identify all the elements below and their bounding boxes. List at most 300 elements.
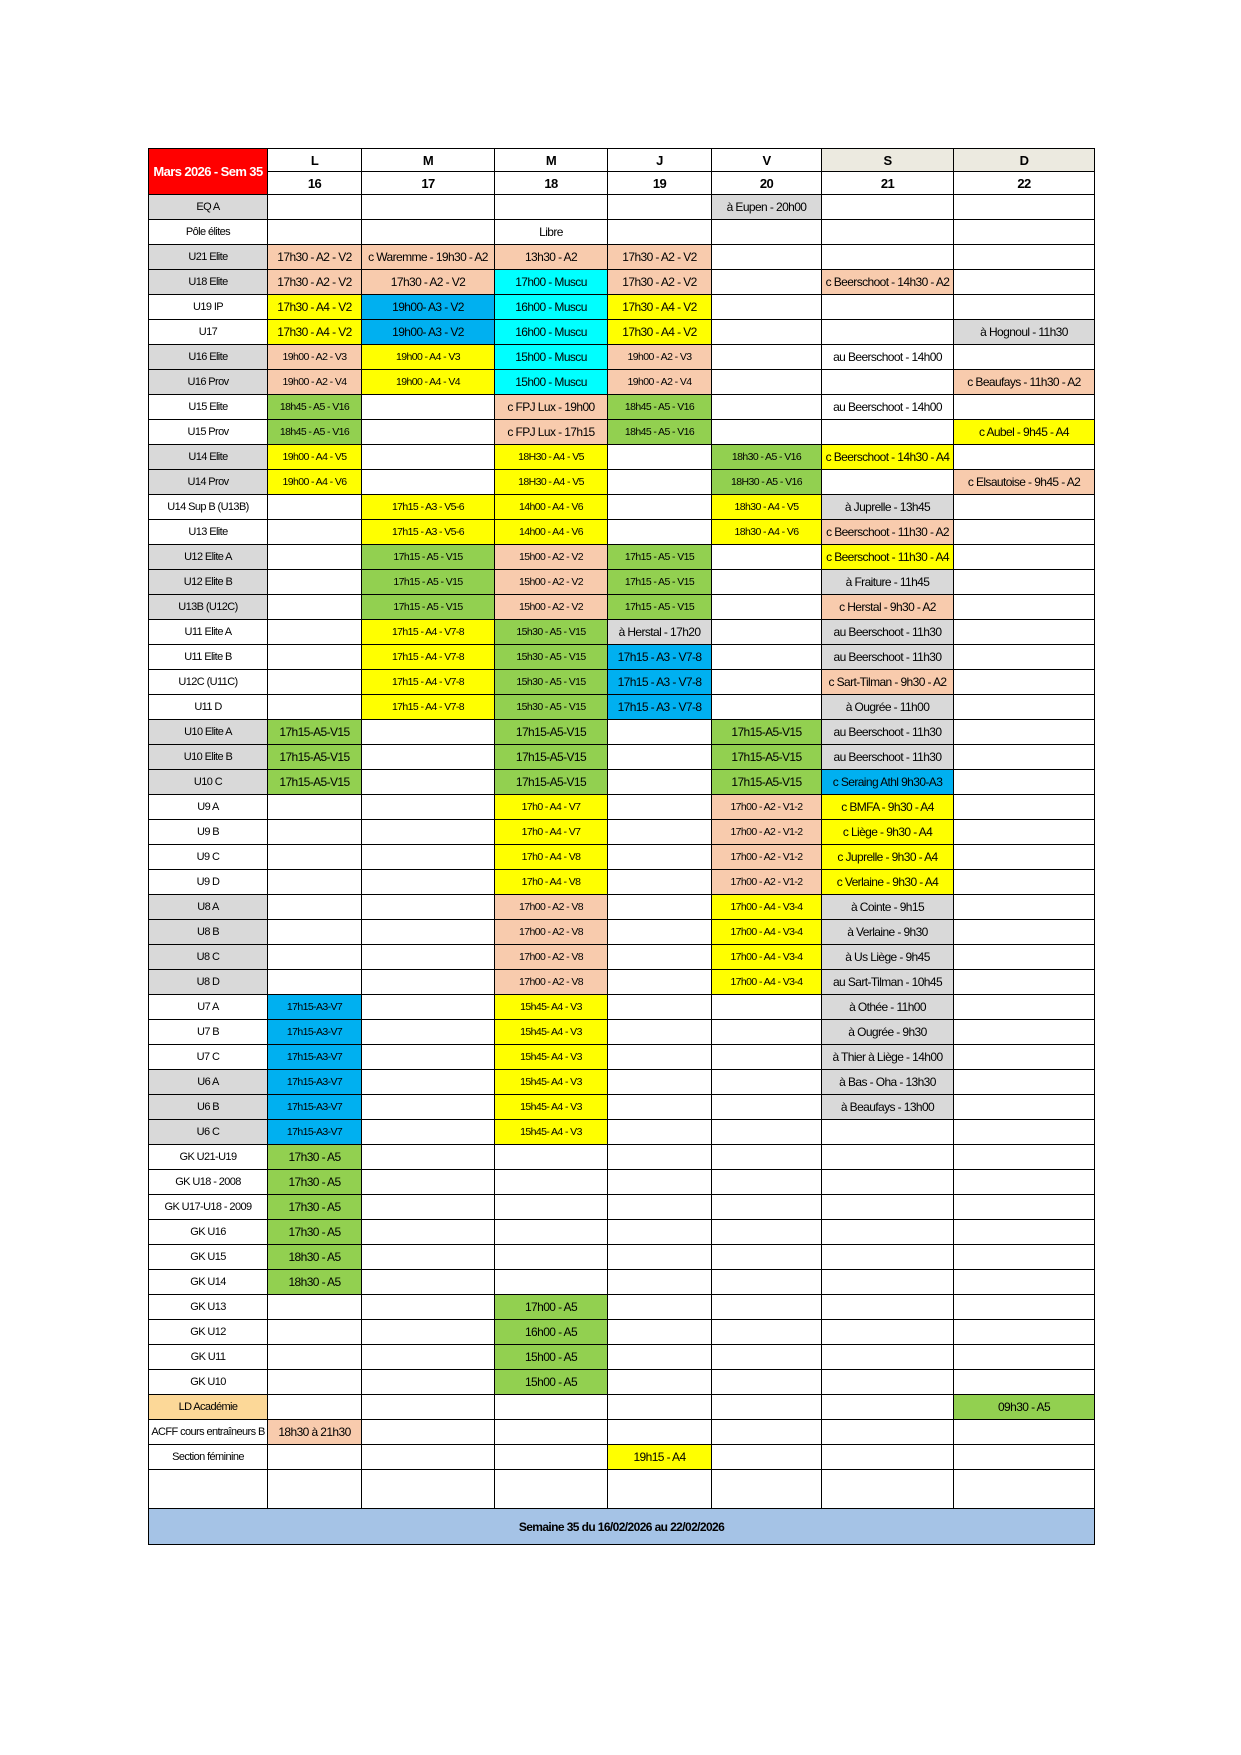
slot-wed: 17h0 - A4 - V7 bbox=[495, 820, 608, 845]
slot-wed bbox=[495, 1145, 608, 1170]
slot-sat: au Beerschoot - 11h30 bbox=[822, 720, 954, 745]
team-label: U9 A bbox=[149, 795, 268, 820]
slot-wed bbox=[495, 1270, 608, 1295]
slot-sun bbox=[954, 1170, 1095, 1195]
slot-sat: au Beerschoot - 14h00 bbox=[822, 395, 954, 420]
slot-thu: 17h30 - A4 - V2 bbox=[608, 295, 712, 320]
slot-sun bbox=[954, 270, 1095, 295]
slot-mon bbox=[268, 670, 362, 695]
slot-mon bbox=[268, 220, 362, 245]
schedule-row bbox=[149, 945, 1095, 970]
team-label: U11 Elite B bbox=[149, 645, 268, 670]
slot-wed: 17h15-A5-V15 bbox=[495, 770, 608, 795]
slot-mon: 17h15-A3-V7 bbox=[268, 1070, 362, 1095]
footer-row bbox=[149, 1509, 1095, 1545]
slot-thu bbox=[608, 1045, 712, 1070]
slot-mon: 17h30 - A5 bbox=[268, 1220, 362, 1245]
slot-thu bbox=[608, 520, 712, 545]
slot-tue bbox=[362, 1070, 495, 1095]
team-label: U14 Prov bbox=[149, 470, 268, 495]
slot-wed: 16h00 - Muscu bbox=[495, 320, 608, 345]
slot-fri bbox=[712, 1070, 822, 1095]
slot-thu bbox=[608, 1195, 712, 1220]
slot-thu bbox=[608, 720, 712, 745]
slot-mon bbox=[268, 695, 362, 720]
slot-tue: 19h00- A3 - V2 bbox=[362, 295, 495, 320]
team-label: U12 Elite A bbox=[149, 545, 268, 570]
slot-sat bbox=[822, 470, 954, 495]
slot-fri bbox=[712, 570, 822, 595]
slot-sat bbox=[822, 220, 954, 245]
slot-tue bbox=[362, 420, 495, 445]
team-label: Pôle élites bbox=[149, 220, 268, 245]
schedule-row bbox=[149, 995, 1095, 1020]
team-label: U8 C bbox=[149, 945, 268, 970]
slot-wed: 14h00 - A4 - V6 bbox=[495, 520, 608, 545]
schedule-row bbox=[149, 1370, 1095, 1395]
slot-thu: 17h15 - A5 - V15 bbox=[608, 570, 712, 595]
slot-sat bbox=[822, 1395, 954, 1420]
team-label: GK U17-U18 - 2009 bbox=[149, 1195, 268, 1220]
slot-sat: à Thier à Liège - 14h00 bbox=[822, 1045, 954, 1070]
slot-wed: 17h0 - A4 - V8 bbox=[495, 870, 608, 895]
slot-wed: 17h15-A5-V15 bbox=[495, 720, 608, 745]
slot-fri bbox=[712, 1320, 822, 1345]
schedule-row bbox=[149, 795, 1095, 820]
slot-tue bbox=[362, 970, 495, 995]
slot-sat: à Fraiture - 11h45 bbox=[822, 570, 954, 595]
slot-sun bbox=[954, 770, 1095, 795]
slot-sun: à Hognoul - 11h30 bbox=[954, 320, 1095, 345]
schedule-row bbox=[149, 1120, 1095, 1145]
schedule-row bbox=[149, 495, 1095, 520]
slot-thu: 17h15 - A3 - V7-8 bbox=[608, 645, 712, 670]
slot-tue bbox=[362, 1095, 495, 1120]
slot-sat: à Beaufays - 13h00 bbox=[822, 1095, 954, 1120]
day-number-sun: 22 bbox=[954, 172, 1095, 195]
slot-fri: 17h00 - A4 - V3-4 bbox=[712, 895, 822, 920]
team-label: U16 Elite bbox=[149, 345, 268, 370]
slot-sat: à Us Liège - 9h45 bbox=[822, 945, 954, 970]
team-label: U18 Elite bbox=[149, 270, 268, 295]
slot-sat: au Sart-Tilman - 10h45 bbox=[822, 970, 954, 995]
slot-sun bbox=[954, 1070, 1095, 1095]
slot-tue bbox=[362, 1120, 495, 1145]
slot-mon: 18h30 - A5 bbox=[268, 1245, 362, 1270]
slot-mon: 17h30 - A4 - V2 bbox=[268, 295, 362, 320]
day-number-fri: 20 bbox=[712, 172, 822, 195]
slot-fri bbox=[712, 1295, 822, 1320]
slot-sun bbox=[954, 295, 1095, 320]
slot-fri bbox=[712, 1020, 822, 1045]
slot-thu bbox=[608, 795, 712, 820]
slot-wed: 15h30 - A5 - V15 bbox=[495, 645, 608, 670]
empty-cell bbox=[822, 1470, 954, 1509]
slot-mon bbox=[268, 795, 362, 820]
slot-tue bbox=[362, 1320, 495, 1345]
schedule-row bbox=[149, 1145, 1095, 1170]
slot-fri bbox=[712, 295, 822, 320]
team-label: GK U14 bbox=[149, 1270, 268, 1295]
slot-thu bbox=[608, 845, 712, 870]
schedule-row bbox=[149, 1070, 1095, 1095]
slot-fri bbox=[712, 620, 822, 645]
slot-fri bbox=[712, 1445, 822, 1470]
empty-cell bbox=[495, 1470, 608, 1509]
slot-sun bbox=[954, 1270, 1095, 1295]
slot-sun bbox=[954, 970, 1095, 995]
slot-wed: 15h00 - A2 - V2 bbox=[495, 595, 608, 620]
slot-sun bbox=[954, 945, 1095, 970]
slot-sun bbox=[954, 1120, 1095, 1145]
slot-tue bbox=[362, 1295, 495, 1320]
slot-sun bbox=[954, 695, 1095, 720]
spacer-row bbox=[149, 1470, 1095, 1509]
slot-wed bbox=[495, 1420, 608, 1445]
slot-fri bbox=[712, 1395, 822, 1420]
slot-mon bbox=[268, 1295, 362, 1320]
slot-wed: 17h00 - A2 - V8 bbox=[495, 920, 608, 945]
slot-tue bbox=[362, 720, 495, 745]
slot-sun bbox=[954, 345, 1095, 370]
slot-sun bbox=[954, 220, 1095, 245]
slot-fri bbox=[712, 645, 822, 670]
team-label: U7 C bbox=[149, 1045, 268, 1070]
slot-fri: 18h30 - A5 - V16 bbox=[712, 445, 822, 470]
slot-sat bbox=[822, 1370, 954, 1395]
slot-wed: 15h45- A4 - V3 bbox=[495, 1095, 608, 1120]
slot-wed: 16h00 - Muscu bbox=[495, 295, 608, 320]
slot-mon: 17h15-A3-V7 bbox=[268, 995, 362, 1020]
slot-tue: 19h00- A3 - V2 bbox=[362, 320, 495, 345]
slot-sat bbox=[822, 1345, 954, 1370]
slot-wed: 15h45- A4 - V3 bbox=[495, 1070, 608, 1095]
schedule-row bbox=[149, 1245, 1095, 1270]
schedule-row bbox=[149, 645, 1095, 670]
slot-tue bbox=[362, 1020, 495, 1045]
slot-thu bbox=[608, 995, 712, 1020]
slot-tue: c Waremme - 19h30 - A2 bbox=[362, 245, 495, 270]
team-label: GK U16 bbox=[149, 1220, 268, 1245]
slot-sat: au Beerschoot - 14h00 bbox=[822, 345, 954, 370]
slot-sun bbox=[954, 1295, 1095, 1320]
slot-sun: c Aubel - 9h45 - A4 bbox=[954, 420, 1095, 445]
slot-sat: à Verlaine - 9h30 bbox=[822, 920, 954, 945]
slot-sun bbox=[954, 595, 1095, 620]
slot-thu bbox=[608, 1395, 712, 1420]
slot-thu bbox=[608, 820, 712, 845]
schedule-row bbox=[149, 970, 1095, 995]
day-number-thu: 19 bbox=[608, 172, 712, 195]
slot-wed: 15h45- A4 - V3 bbox=[495, 1045, 608, 1070]
slot-sat bbox=[822, 370, 954, 395]
slot-sat: c Verlaine - 9h30 - A4 bbox=[822, 870, 954, 895]
team-label: EQ A bbox=[149, 195, 268, 220]
slot-sun bbox=[954, 720, 1095, 745]
team-label: U6 C bbox=[149, 1120, 268, 1145]
team-label: U11 Elite A bbox=[149, 620, 268, 645]
slot-tue bbox=[362, 820, 495, 845]
slot-tue bbox=[362, 445, 495, 470]
slot-fri: 18h30 - A4 - V5 bbox=[712, 495, 822, 520]
team-label: U14 Elite bbox=[149, 445, 268, 470]
team-label: Section féminine bbox=[149, 1445, 268, 1470]
slot-mon bbox=[268, 570, 362, 595]
slot-wed: 15h30 - A5 - V15 bbox=[495, 620, 608, 645]
slot-fri: 17h15-A5-V15 bbox=[712, 720, 822, 745]
team-label: GK U11 bbox=[149, 1345, 268, 1370]
slot-tue bbox=[362, 1420, 495, 1445]
slot-tue bbox=[362, 945, 495, 970]
slot-mon bbox=[268, 520, 362, 545]
slot-mon: 18h30 - A5 bbox=[268, 1270, 362, 1295]
slot-mon bbox=[268, 620, 362, 645]
slot-thu bbox=[608, 745, 712, 770]
schedule-row bbox=[149, 1020, 1095, 1045]
slot-sat: c Juprelle - 9h30 - A4 bbox=[822, 845, 954, 870]
slot-mon: 18h45 - A5 - V16 bbox=[268, 420, 362, 445]
slot-wed: 13h30 - A2 bbox=[495, 245, 608, 270]
slot-wed: 15h30 - A5 - V15 bbox=[495, 670, 608, 695]
slot-sat: à Ougrée - 11h00 bbox=[822, 695, 954, 720]
slot-tue: 19h00 - A4 - V3 bbox=[362, 345, 495, 370]
slot-sat: c BMFA - 9h30 - A4 bbox=[822, 795, 954, 820]
slot-tue: 17h30 - A2 - V2 bbox=[362, 270, 495, 295]
empty-cell bbox=[954, 1470, 1095, 1509]
slot-thu: à Herstal - 17h20 bbox=[608, 620, 712, 645]
schedule-row bbox=[149, 445, 1095, 470]
slot-fri bbox=[712, 1370, 822, 1395]
schedule-row bbox=[149, 420, 1095, 445]
slot-sun bbox=[954, 1345, 1095, 1370]
team-label: U12 Elite B bbox=[149, 570, 268, 595]
team-label: GK U10 bbox=[149, 1370, 268, 1395]
slot-sun bbox=[954, 195, 1095, 220]
slot-fri bbox=[712, 995, 822, 1020]
slot-fri bbox=[712, 1245, 822, 1270]
slot-fri bbox=[712, 245, 822, 270]
day-letter-sat: S bbox=[822, 149, 954, 172]
empty-cell bbox=[608, 1470, 712, 1509]
team-label: U10 Elite A bbox=[149, 720, 268, 745]
slot-mon: 17h15-A3-V7 bbox=[268, 1020, 362, 1045]
slot-mon bbox=[268, 1395, 362, 1420]
slot-mon bbox=[268, 870, 362, 895]
slot-fri: 18H30 - A5 - V16 bbox=[712, 470, 822, 495]
slot-mon bbox=[268, 820, 362, 845]
header-row-day-letters bbox=[149, 149, 1095, 172]
schedule-row bbox=[149, 870, 1095, 895]
slot-fri: 17h00 - A2 - V1-2 bbox=[712, 795, 822, 820]
slot-fri: 17h00 - A4 - V3-4 bbox=[712, 945, 822, 970]
team-label: ACFF cours entraîneurs B bbox=[149, 1420, 268, 1445]
slot-sat bbox=[822, 1445, 954, 1470]
schedule-row bbox=[149, 1095, 1095, 1120]
slot-mon bbox=[268, 195, 362, 220]
slot-sat bbox=[822, 1295, 954, 1320]
team-label: U8 A bbox=[149, 895, 268, 920]
slot-fri bbox=[712, 320, 822, 345]
slot-wed bbox=[495, 1245, 608, 1270]
slot-thu: 19h15 - A4 bbox=[608, 1445, 712, 1470]
slot-mon: 17h15-A5-V15 bbox=[268, 720, 362, 745]
slot-mon: 17h30 - A2 - V2 bbox=[268, 245, 362, 270]
slot-mon: 17h15-A3-V7 bbox=[268, 1045, 362, 1070]
slot-tue bbox=[362, 220, 495, 245]
slot-fri: 17h00 - A4 - V3-4 bbox=[712, 970, 822, 995]
slot-wed: 15h30 - A5 - V15 bbox=[495, 695, 608, 720]
slot-sat: c Beerschoot - 11h30 - A4 bbox=[822, 545, 954, 570]
slot-fri bbox=[712, 1270, 822, 1295]
slot-thu bbox=[608, 1420, 712, 1445]
slot-sun bbox=[954, 645, 1095, 670]
slot-tue bbox=[362, 1245, 495, 1270]
team-label: U7 B bbox=[149, 1020, 268, 1045]
slot-sat bbox=[822, 295, 954, 320]
slot-wed: 15h45- A4 - V3 bbox=[495, 995, 608, 1020]
schedule-row bbox=[149, 470, 1095, 495]
slot-thu bbox=[608, 1120, 712, 1145]
day-number-mon: 16 bbox=[268, 172, 362, 195]
slot-sat bbox=[822, 1120, 954, 1145]
schedule-row bbox=[149, 920, 1095, 945]
slot-mon bbox=[268, 920, 362, 945]
slot-sat bbox=[822, 420, 954, 445]
slot-sun bbox=[954, 995, 1095, 1020]
schedule-row bbox=[149, 1345, 1095, 1370]
schedule-row bbox=[149, 545, 1095, 570]
team-label: U6 A bbox=[149, 1070, 268, 1095]
slot-sun bbox=[954, 245, 1095, 270]
schedule-row bbox=[149, 195, 1095, 220]
slot-sun bbox=[954, 795, 1095, 820]
slot-wed: 15h00 - A5 bbox=[495, 1370, 608, 1395]
slot-sun bbox=[954, 1020, 1095, 1045]
slot-fri bbox=[712, 1195, 822, 1220]
slot-wed: 17h00 - A2 - V8 bbox=[495, 895, 608, 920]
schedule-row bbox=[149, 720, 1095, 745]
slot-fri bbox=[712, 270, 822, 295]
slot-fri bbox=[712, 545, 822, 570]
slot-wed: 17h15-A5-V15 bbox=[495, 745, 608, 770]
slot-thu bbox=[608, 1270, 712, 1295]
team-label: GK U12 bbox=[149, 1320, 268, 1345]
slot-sun bbox=[954, 1445, 1095, 1470]
slot-mon: 17h30 - A4 - V2 bbox=[268, 320, 362, 345]
slot-wed: 17h00 - Muscu bbox=[495, 270, 608, 295]
slot-wed: 17h00 - A2 - V8 bbox=[495, 945, 608, 970]
slot-mon: 19h00 - A4 - V5 bbox=[268, 445, 362, 470]
schedule-row bbox=[149, 845, 1095, 870]
slot-sun bbox=[954, 620, 1095, 645]
slot-mon bbox=[268, 1370, 362, 1395]
schedule-row bbox=[149, 745, 1095, 770]
slot-sat bbox=[822, 1145, 954, 1170]
slot-fri: 18h30 - A4 - V6 bbox=[712, 520, 822, 545]
team-label: U6 B bbox=[149, 1095, 268, 1120]
team-label: U17 bbox=[149, 320, 268, 345]
slot-sat: à Othée - 11h00 bbox=[822, 995, 954, 1020]
slot-mon: 17h15-A5-V15 bbox=[268, 745, 362, 770]
team-label: U13B (U12C) bbox=[149, 595, 268, 620]
slot-thu bbox=[608, 895, 712, 920]
slot-thu bbox=[608, 1320, 712, 1345]
team-label: U9 D bbox=[149, 870, 268, 895]
slot-sun bbox=[954, 395, 1095, 420]
slot-thu bbox=[608, 445, 712, 470]
empty-cell bbox=[149, 1470, 268, 1509]
slot-fri bbox=[712, 1220, 822, 1245]
team-label: U15 Prov bbox=[149, 420, 268, 445]
slot-mon bbox=[268, 945, 362, 970]
header-row-day-numbers bbox=[149, 172, 1095, 195]
slot-tue: 17h15 - A4 - V7-8 bbox=[362, 670, 495, 695]
slot-mon: 17h15-A3-V7 bbox=[268, 1095, 362, 1120]
slot-fri bbox=[712, 1145, 822, 1170]
slot-sun bbox=[954, 1045, 1095, 1070]
slot-mon: 18h30 à 21h30 bbox=[268, 1420, 362, 1445]
slot-fri: à Eupen - 20h00 bbox=[712, 195, 822, 220]
slot-fri bbox=[712, 695, 822, 720]
slot-tue: 17h15 - A5 - V15 bbox=[362, 545, 495, 570]
slot-fri: 17h00 - A2 - V1-2 bbox=[712, 870, 822, 895]
team-label: GK U15 bbox=[149, 1245, 268, 1270]
slot-sun bbox=[954, 1095, 1095, 1120]
slot-mon bbox=[268, 1320, 362, 1345]
slot-mon bbox=[268, 1445, 362, 1470]
team-label: GK U21-U19 bbox=[149, 1145, 268, 1170]
team-label: U7 A bbox=[149, 995, 268, 1020]
schedule-row bbox=[149, 1270, 1095, 1295]
slot-sun bbox=[954, 1195, 1095, 1220]
slot-wed: 15h45- A4 - V3 bbox=[495, 1120, 608, 1145]
schedule-row bbox=[149, 820, 1095, 845]
slot-thu bbox=[608, 1345, 712, 1370]
empty-cell bbox=[712, 1470, 822, 1509]
weekly-schedule-table bbox=[148, 148, 1095, 1545]
team-label: GK U13 bbox=[149, 1295, 268, 1320]
schedule-row bbox=[149, 1195, 1095, 1220]
slot-sat: à Bas - Oha - 13h30 bbox=[822, 1070, 954, 1095]
slot-sat: c Liège - 9h30 - A4 bbox=[822, 820, 954, 845]
day-letter-tue: M bbox=[362, 149, 495, 172]
slot-tue bbox=[362, 1445, 495, 1470]
schedule-row bbox=[149, 1445, 1095, 1470]
slot-thu: 17h15 - A5 - V15 bbox=[608, 545, 712, 570]
slot-thu bbox=[608, 495, 712, 520]
slot-tue: 17h15 - A5 - V15 bbox=[362, 570, 495, 595]
slot-sat: à Juprelle - 13h45 bbox=[822, 495, 954, 520]
slot-sat bbox=[822, 1245, 954, 1270]
slot-wed bbox=[495, 1195, 608, 1220]
slot-mon bbox=[268, 595, 362, 620]
slot-sat bbox=[822, 1220, 954, 1245]
slot-thu bbox=[608, 1095, 712, 1120]
day-number-wed: 18 bbox=[495, 172, 608, 195]
slot-wed: 17h00 - A2 - V8 bbox=[495, 970, 608, 995]
team-label: U21 Elite bbox=[149, 245, 268, 270]
slot-fri bbox=[712, 1095, 822, 1120]
schedule-row bbox=[149, 370, 1095, 395]
slot-wed: Libre bbox=[495, 220, 608, 245]
slot-sat bbox=[822, 1420, 954, 1445]
slot-thu bbox=[608, 920, 712, 945]
slot-wed: 18H30 - A4 - V5 bbox=[495, 445, 608, 470]
slot-tue bbox=[362, 1345, 495, 1370]
slot-fri bbox=[712, 345, 822, 370]
slot-thu: 19h00 - A2 - V3 bbox=[608, 345, 712, 370]
slot-fri bbox=[712, 370, 822, 395]
